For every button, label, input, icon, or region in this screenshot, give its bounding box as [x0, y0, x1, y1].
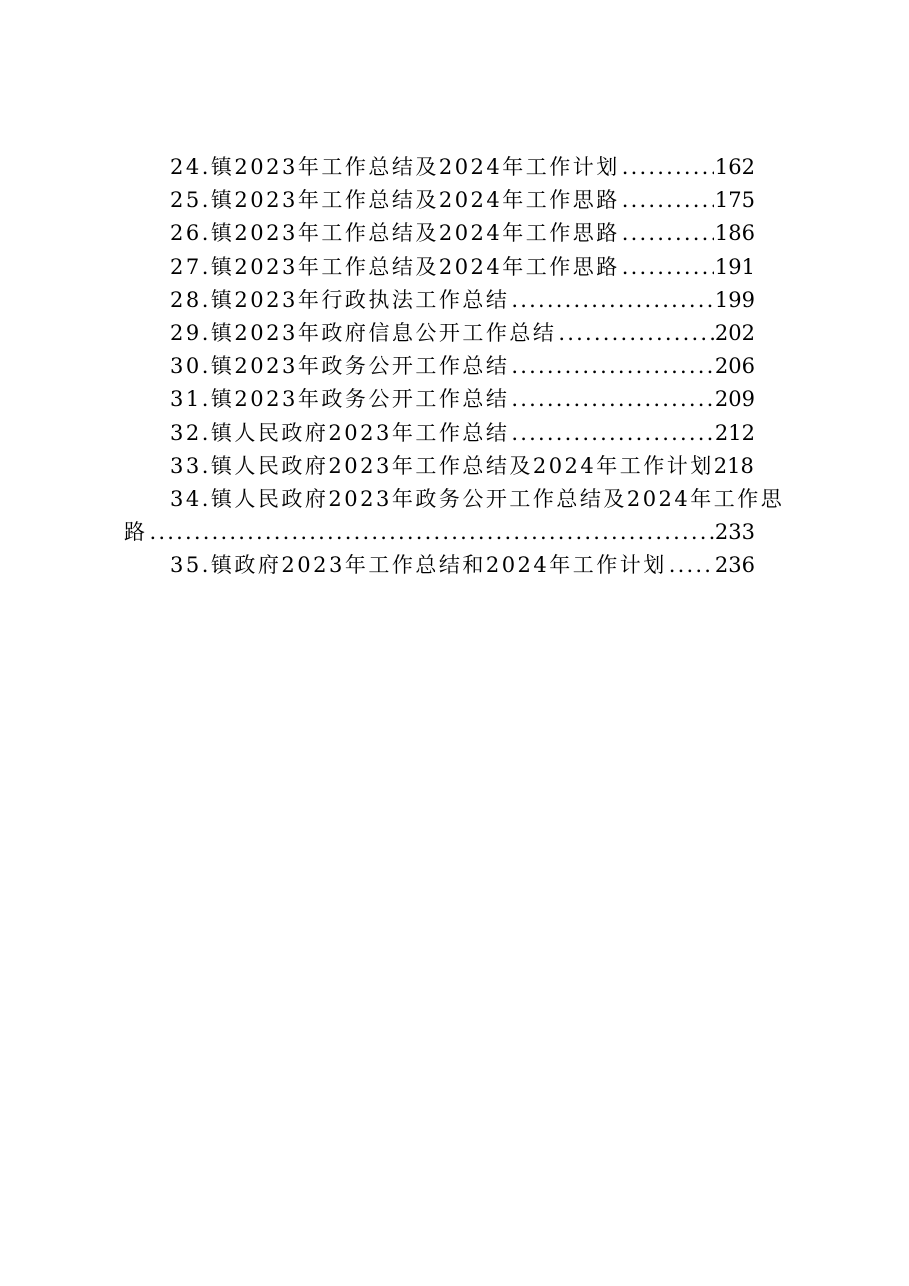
- toc-dot-leader: [511, 383, 714, 416]
- toc-entry-title: 30.镇2023年政务公开工作总结: [170, 354, 510, 379]
- toc-dot-leader: [622, 251, 714, 284]
- toc-dot-leader: [622, 217, 714, 250]
- toc-entry-32[interactable]: [0, 417, 909, 450]
- toc-entry-page: 209: [714, 387, 755, 412]
- toc-entry-title: 31.镇2023年政务公开工作总结: [170, 387, 510, 412]
- toc-entry-33[interactable]: [0, 450, 909, 483]
- toc-entry-title-line2: 路: [124, 520, 148, 545]
- toc-entry-page: 212: [714, 420, 755, 445]
- toc-dot-leader: [558, 317, 714, 350]
- toc-entry-27[interactable]: [0, 251, 909, 284]
- toc-entry-35[interactable]: [0, 549, 909, 582]
- toc-entry-30[interactable]: [0, 350, 909, 383]
- toc-dot-leader: [511, 417, 714, 450]
- toc-entry-page: 175: [714, 188, 755, 213]
- toc-entry-page: 218: [713, 453, 754, 478]
- toc-entry-title: 26.镇2023年工作总结及2024年工作思路: [170, 221, 620, 246]
- toc-entry-page: 202: [714, 320, 755, 345]
- toc-entry-title: 24.镇2023年工作总结及2024年工作计划: [170, 155, 620, 179]
- toc-entry-34-continued[interactable]: [0, 516, 909, 549]
- toc-entry-24[interactable]: [0, 151, 909, 184]
- toc-dot-leader: [622, 151, 714, 184]
- toc-entry-page: 233: [714, 520, 755, 545]
- toc-entry-28[interactable]: [0, 284, 909, 317]
- toc-entry-29[interactable]: [0, 317, 909, 350]
- toc-entry-31[interactable]: [0, 383, 909, 416]
- toc-entry-page: 186: [714, 221, 755, 246]
- toc-entry-page: 162: [714, 155, 755, 179]
- toc-entry-title-line1: 34.镇人民政府2023年政务公开工作总结及2024年工作思: [170, 486, 785, 511]
- table-of-contents: [0, 151, 909, 582]
- toc-entry-page: 191: [714, 254, 755, 279]
- toc-dot-leader: [511, 284, 714, 317]
- toc-entry-title: 33.镇人民政府2023年工作总结及2024年工作计划: [170, 453, 714, 478]
- toc-entry-26[interactable]: [0, 217, 909, 250]
- toc-dot-leader: [511, 350, 714, 383]
- toc-entry-title: 32.镇人民政府2023年工作总结: [170, 420, 510, 445]
- toc-entry-page: 206: [714, 354, 755, 379]
- toc-entry-25[interactable]: [0, 184, 909, 217]
- toc-entry-title: 35.镇政府2023年工作总结和2024年工作计划: [170, 553, 667, 578]
- toc-entry-page: 236: [714, 553, 755, 578]
- toc-entry-title: 28.镇2023年行政执法工作总结: [170, 287, 510, 312]
- toc-dot-leader: [669, 549, 714, 582]
- toc-entry-page: 199: [714, 287, 755, 312]
- toc-entry-title: 27.镇2023年工作总结及2024年工作思路: [170, 254, 620, 279]
- toc-dot-leader: [150, 516, 714, 549]
- toc-dot-leader: [622, 184, 714, 217]
- toc-entry-title: 29.镇2023年政府信息公开工作总结: [170, 320, 557, 345]
- toc-entry-title: 25.镇2023年工作总结及2024年工作思路: [170, 188, 620, 213]
- toc-entry-34[interactable]: [0, 483, 909, 516]
